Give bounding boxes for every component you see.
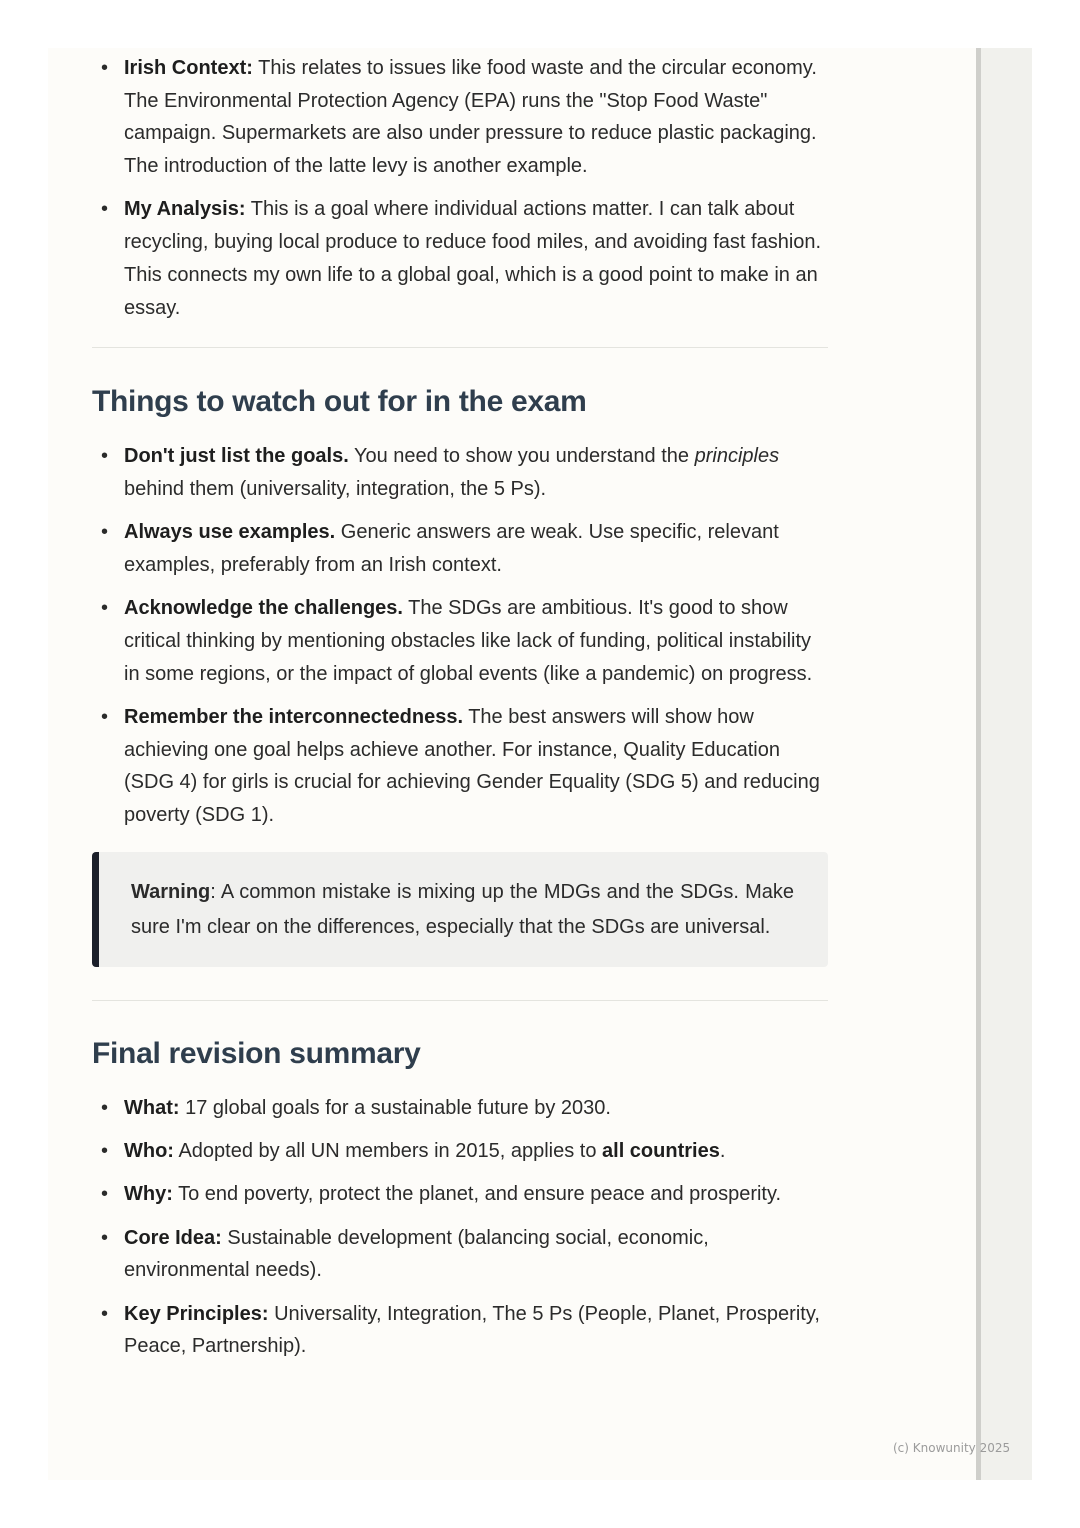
item-text: Generic answers are weak. Use specific, relevant examples, preferably from an Irish context. xyxy=(124,521,779,576)
item-label: Who: xyxy=(124,1140,174,1163)
exam-heading: Things to watch out for in the exam xyxy=(92,385,587,419)
list-item-core-idea xyxy=(92,1222,828,1287)
bullet-icon: • xyxy=(101,57,109,79)
item-text: This is a goal where individual actions matter. I can talk about recycling, buying local produce to reduce food miles, and avoiding fast fashion. This connects my own life to a global goal, which is a good point to make in an essay. xyxy=(124,198,822,319)
item-text: 17 global goals for a sustainable future by 2030. xyxy=(179,1096,611,1119)
list-item-key-principles xyxy=(92,1298,828,1363)
item-label: Don't just list the goals. xyxy=(124,445,349,468)
list-item-why xyxy=(92,1178,828,1211)
section-divider xyxy=(92,347,828,348)
bullet-icon: • xyxy=(101,597,109,620)
bullet-icon: • xyxy=(101,1096,109,1119)
list-item-what xyxy=(92,1092,828,1125)
bullet-icon: • xyxy=(101,1183,109,1206)
item-text-end: behind them (universality, integration, the 5 Ps). xyxy=(124,477,547,500)
item-label: Acknowledge the challenges. xyxy=(124,597,403,620)
item-text: Universality, Integration, The 5 Ps (People, Planet, Prosperity, Peace, Partnership). xyxy=(124,1302,820,1358)
item-text: The best answers will show how achieving one goal helps achieve another. For instance, Quality Education (SDG 4) for girls is crucial for achieving Gender Equality (SDG 5) and reducing poverty (SDG 1). xyxy=(124,705,820,827)
item-label: My Analysis: xyxy=(124,198,246,221)
item-text: Adopted by all UN members in 2015, applies to xyxy=(173,1140,603,1163)
item-text: Sustainable development (balancing social, economic, environmental needs). xyxy=(124,1226,709,1282)
scrollbar-thumb[interactable] xyxy=(976,48,981,1480)
list-item-irish-context xyxy=(92,52,828,183)
bullet-icon: • xyxy=(101,1140,109,1163)
callout-accent-bar xyxy=(92,852,99,967)
list-item-my-analysis xyxy=(92,193,828,324)
bullet-icon: • xyxy=(101,705,109,728)
summary-heading: Final revision summary xyxy=(92,1036,421,1070)
exam-tips-list xyxy=(92,440,828,832)
list-item-use-examples xyxy=(92,516,828,581)
sdg-analysis-list xyxy=(92,52,828,324)
bullet-icon: • xyxy=(101,198,109,221)
list-item-dont-list-goals xyxy=(92,440,828,505)
warning-callout xyxy=(92,852,828,967)
warning-text: : A common mistake is mixing up the MDGs and the SDGs. Make sure I'm clear on the differences, especially that the SDGs are universal. xyxy=(131,880,794,939)
item-label: Why: xyxy=(124,1183,173,1206)
bullet-icon: • xyxy=(101,521,109,544)
item-text: To end poverty, protect the planet, and ensure peace and prosperity. xyxy=(172,1183,782,1206)
item-emphasis: all countries xyxy=(602,1140,720,1163)
copyright-footer: (c) Knowunity 2025 xyxy=(893,1441,1011,1455)
item-label: Always use examples. xyxy=(124,521,336,544)
scrollbar-track[interactable] xyxy=(976,48,1032,1480)
section-divider xyxy=(92,1000,828,1001)
list-item-interconnectedness xyxy=(92,701,828,832)
item-label: Key Principles: xyxy=(124,1302,269,1325)
list-item-challenges xyxy=(92,592,828,690)
item-emphasis: principles xyxy=(694,445,780,468)
item-text: You need to show you understand the xyxy=(348,445,695,468)
bullet-icon: • xyxy=(101,445,109,468)
item-text-end: . xyxy=(719,1140,726,1163)
item-text: This relates to issues like food waste and the circular economy. The Environmental Protection Agency (EPA) runs the "Stop Food Waste" campaign. Supermarkets are also under pressure to reduce plastic packaging. The introduction of the latte levy is another example. xyxy=(124,57,817,178)
bullet-icon: • xyxy=(101,1302,109,1325)
warning-label: Warning xyxy=(131,880,211,903)
item-label: Irish Context: xyxy=(124,57,253,79)
item-text: The SDGs are ambitious. It's good to show critical thinking by mentioning obstacles like lack of funding, political instability in some regions, or the impact of global events (like a pandemic) on progress. xyxy=(124,597,813,685)
bullet-icon: • xyxy=(101,1226,109,1249)
summary-list xyxy=(92,1092,828,1363)
list-item-who xyxy=(92,1135,828,1168)
document-content xyxy=(92,52,828,1374)
item-label: Core Idea: xyxy=(124,1226,222,1249)
item-label: Remember the interconnectedness. xyxy=(124,705,463,728)
item-label: What: xyxy=(124,1096,180,1119)
